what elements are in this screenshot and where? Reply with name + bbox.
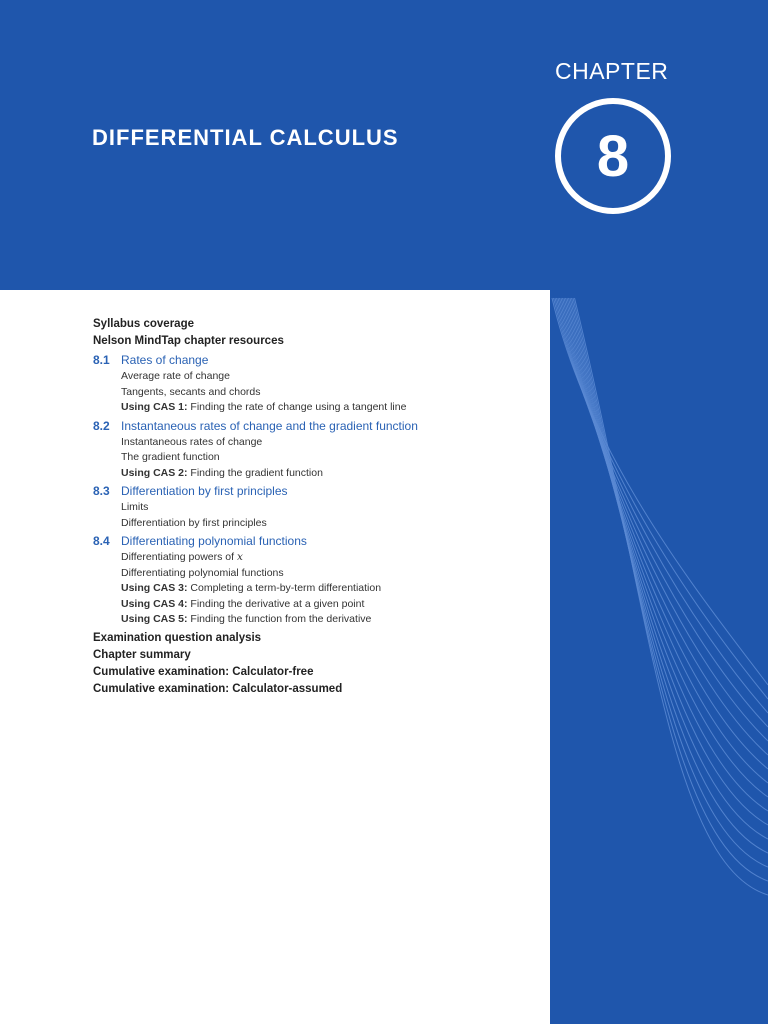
toc-section-number: 8.2 [93, 418, 110, 433]
wave-line [575, 298, 768, 895]
toc-subsection [93, 369, 533, 385]
toc-subsection [93, 385, 533, 401]
toc-cas-label: Using CAS 5: [121, 613, 188, 625]
toc-subsection-text: The gradient function [121, 451, 220, 463]
wave-line [572, 298, 768, 867]
toc-subsection-text: Instantaneous rates of change [121, 435, 263, 448]
toc-section-title: Instantaneous rates of change and the gradient function [121, 418, 418, 433]
toc-section-number: 8.4 [93, 534, 110, 548]
toc-math-variable: x [236, 551, 243, 563]
toc-main-entry: Examination question analysis [93, 631, 262, 644]
toc-section-heading [93, 418, 533, 435]
toc-main-entry: Cumulative examination: Calculator-free [93, 665, 314, 678]
toc-section-heading [93, 352, 533, 369]
toc-subsection-text: Average rate of change [121, 370, 230, 382]
toc-subsection [93, 450, 533, 466]
table-of-contents [93, 316, 533, 698]
toc-subsection [93, 400, 533, 416]
toc-subsection [93, 500, 533, 516]
toc-subsection [93, 435, 533, 451]
toc-section-number: 8.1 [93, 353, 110, 367]
wave-line [566, 298, 768, 811]
toc-main-entry: Syllabus coverage [93, 318, 194, 330]
toc-subsection [93, 516, 533, 532]
chapter-number: 8 [596, 123, 630, 189]
toc-subsection-text: Finding the derivative at a given point [187, 597, 365, 610]
chapter-number-badge [555, 98, 671, 214]
toc-section-title: Rates of change [121, 353, 209, 367]
toc-main-entry: Nelson MindTap chapter resources [93, 335, 284, 347]
toc-section-heading [93, 483, 533, 500]
toc-section-number: 8.3 [93, 484, 110, 498]
toc-cas-label: Using CAS 3: [121, 582, 188, 594]
toc-subsection-text: Completing a term-by-term differentiation [187, 582, 382, 594]
toc-subsection-text: Differentiating polynomial functions [121, 566, 284, 579]
toc-subsection [93, 466, 533, 482]
toc-section-heading [93, 533, 533, 550]
toc-main-entry: Cumulative examination: Calculator-assumed [93, 682, 343, 695]
toc-subsection [93, 581, 533, 597]
chapter-label: CHAPTER [555, 58, 669, 84]
toc-subsection-text: Finding the rate of change using a tangent line [187, 401, 407, 413]
toc-subsection-text: Limits [121, 501, 149, 513]
toc-subsection [93, 612, 533, 628]
toc-subsection [93, 550, 533, 566]
toc-subsection-text: Differentiating powers of [121, 551, 237, 563]
wave-line [567, 298, 768, 825]
toc-section-title: Differentiation by first principles [121, 484, 288, 498]
chapter-title: DIFFERENTIAL CALCULUS [92, 125, 399, 150]
toc-subsection-text: Differentiation by first principles [121, 516, 267, 529]
toc-subsection-text: Finding the gradient function [187, 466, 323, 479]
toc-subsection [93, 597, 533, 613]
toc-main-entry: Chapter summary [93, 648, 191, 661]
toc-cas-label: Using CAS 2: [121, 466, 188, 479]
toc-section-title: Differentiating polynomial functions [121, 534, 307, 548]
toc-subsection-text: Finding the function from the derivative [187, 613, 372, 625]
decorative-wave-lines [550, 290, 768, 1024]
wave-line [569, 298, 768, 839]
toc-subsection-text: Tangents, secants and chords [121, 385, 261, 398]
toc-cas-label: Using CAS 1: [121, 401, 188, 413]
toc-subsection [93, 566, 533, 582]
toc-cas-label: Using CAS 4: [121, 597, 188, 610]
